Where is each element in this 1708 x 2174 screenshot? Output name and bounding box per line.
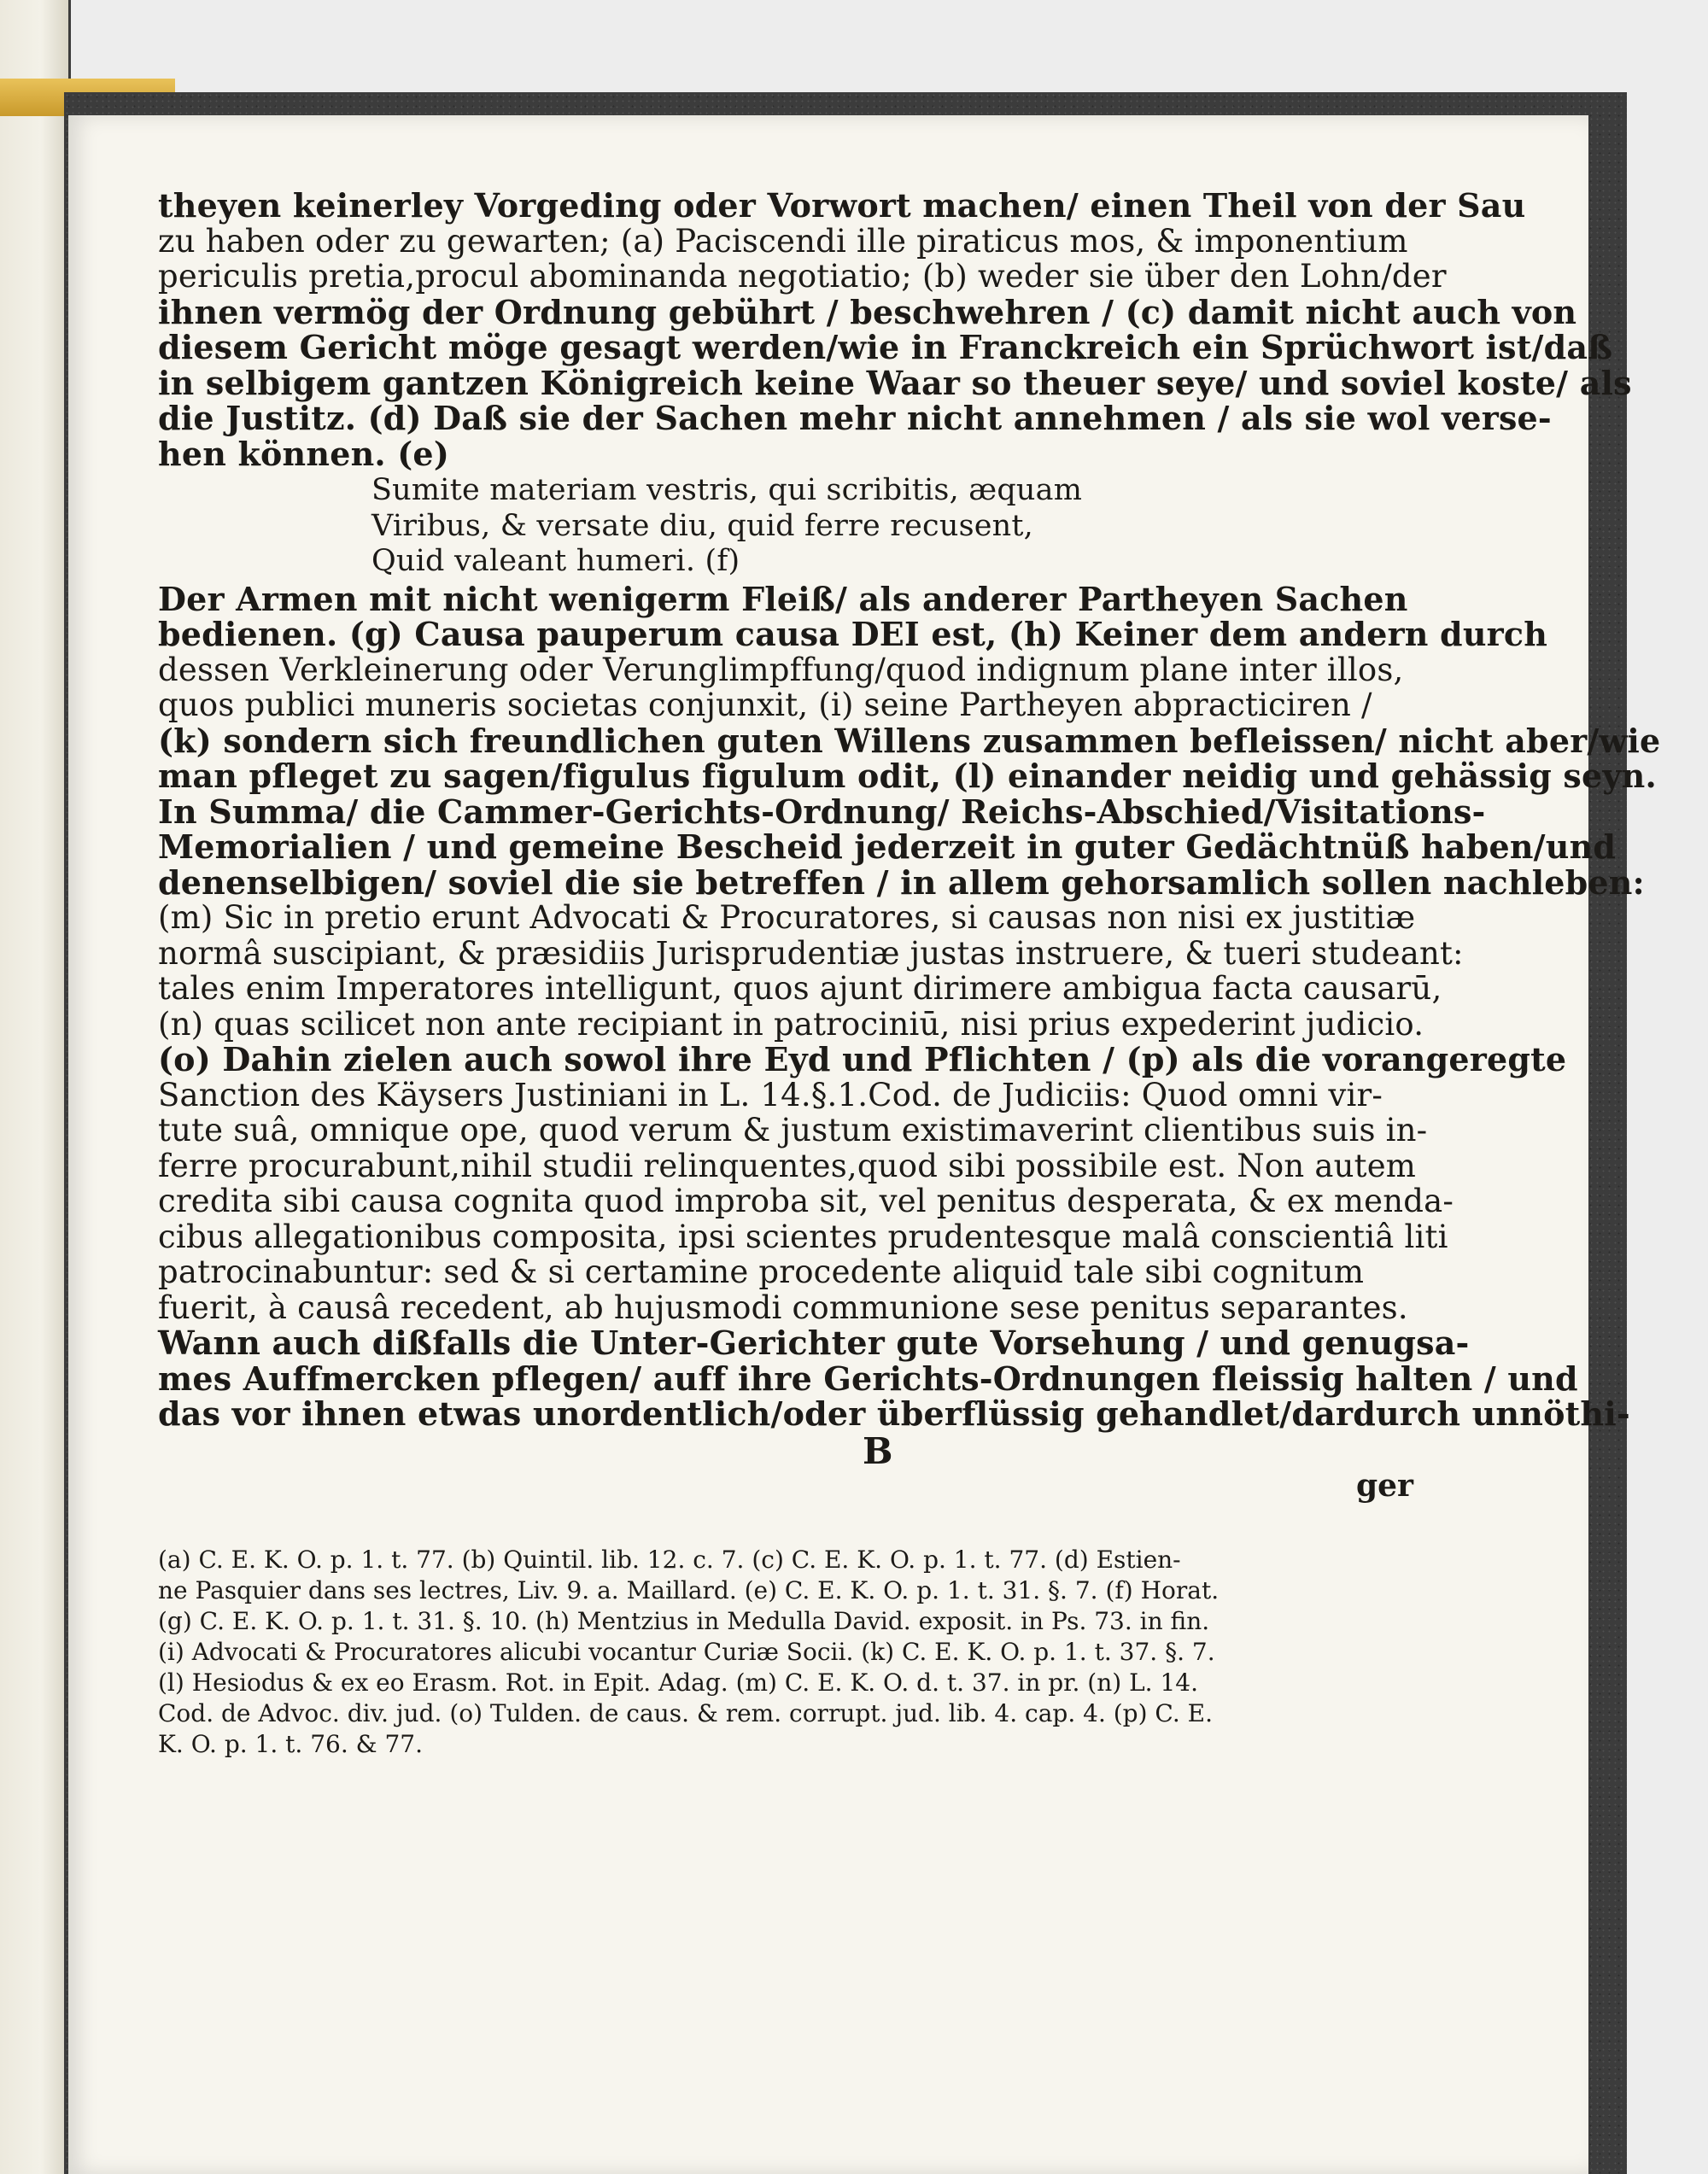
text-line: quos publici muneris societas conjunxit, (i) seine Partheyen abpracticiren / bbox=[158, 687, 1372, 723]
paragraph-1 bbox=[158, 186, 1632, 473]
text-line: periculis pretia,procul abominanda negotiatio; (b) weder sie über den Lohn/der bbox=[158, 258, 1447, 295]
footnote-line: (l) Hesiodus & ex eo Erasm. Rot. in Epit. Adag. (m) C. E. K. O. d. t. 37. in pr. (n) L. 14. bbox=[158, 1668, 1198, 1697]
quote-line: Viribus, & versate diu, quid ferre recusent, bbox=[371, 508, 1033, 543]
text-line: die Justitz. (d) Daß sie der Sachen mehr nicht annehmen / als sie wol verse- bbox=[158, 399, 1552, 437]
text-line: diesem Gericht möge gesagt werden/wie in Franckreich ein Sprüchwort ist/daß bbox=[158, 328, 1613, 366]
text-line: (o) Dahin zielen auch sowol ihre Eyd und Pflichten / (p) als die vorangeregte bbox=[158, 1040, 1567, 1078]
page-signature-row bbox=[158, 1430, 1413, 1504]
text-line: (k) sondern sich freundlichen guten Willens zusammen befleissen/ nicht aber/wie bbox=[158, 721, 1661, 760]
text-line: tales enim Imperatores intelligunt, quos ajunt dirimere ambigua facta causarū, bbox=[158, 970, 1442, 1007]
text-line: Wann auch dißfalls die Unter-Gerichter gute Vorsehung / und genugsa- bbox=[158, 1324, 1470, 1362]
previous-page-edge bbox=[0, 0, 71, 2174]
text-line: dessen Verkleinerung oder Verunglimpffung/quod indignum plane inter illos, bbox=[158, 651, 1404, 688]
footnote-line: Cod. de Advoc. div. jud. (o) Tulden. de caus. & rem. corrupt. jud. lib. 4. cap. 4. (p) C. E. bbox=[158, 1698, 1213, 1727]
text-line: ihnen vermög der Ordnung gebührt / beschwehren / (c) damit nicht auch von bbox=[158, 292, 1577, 331]
text-line: denenselbigen/ soviel die sie betreffen / in allem gehorsamlich sollen nachleben: bbox=[158, 862, 1645, 902]
quote-line: Quid valeant humeri. (f) bbox=[371, 544, 740, 578]
text-line: bedienen. (g) Causa pauperum causa DEI est, (h) Keiner dem andern durch bbox=[158, 615, 1548, 653]
text-line: zu haben oder zu gewarten; (a) Paciscendi ille piraticus mos, & imponentium bbox=[158, 222, 1408, 260]
text-line: das vor ihnen etwas unordentlich/oder überflüssig gehandlet/dardurch unnöthi- bbox=[158, 1394, 1630, 1433]
text-line: Memorialien / und gemeine Bescheid jederzeit in guter Gedächtnüß haben/und bbox=[158, 827, 1617, 866]
text-line: patrocinabuntur: sed & si certamine procedente aliquid tale sibi cognitum bbox=[158, 1254, 1365, 1290]
horace-quotation bbox=[158, 473, 1413, 580]
text-line: tute suâ, omnique ope, quod verum & justum existimaverint clientibus suis in- bbox=[158, 1112, 1428, 1148]
footnote-line: ne Pasquier dans ses lectres, Liv. 9. a. Maillard. (e) C. E. K. O. p. 1. t. 31. §. 7. (f) Horat. bbox=[158, 1575, 1220, 1604]
book-page bbox=[68, 115, 1661, 2174]
text-line: theyen keinerley Vorgeding oder Vorwort machen/ einen Theil von der Sau bbox=[158, 186, 1526, 225]
text-line: fuerit, à causâ recedent, ab hujusmodi communione sese penitus separantes. bbox=[158, 1289, 1408, 1326]
text-line: hen können. (e) bbox=[158, 434, 449, 473]
text-line: (n) quas scilicet non ante recipiant in patrociniū, nisi prius expederint judicio. bbox=[158, 1005, 1424, 1043]
text-line: Sanction des Käysers Justiniani in L. 14.§.1.Cod. de Judiciis: Quod omni vir- bbox=[158, 1076, 1383, 1113]
text-line: in selbigem gantzen Königreich keine Waar so theuer seye/ und soviel koste/ als bbox=[158, 363, 1632, 402]
quote-line: Sumite materiam vestris, qui scribitis, æquam bbox=[371, 473, 1083, 507]
text-line: (m) Sic in pretio erunt Advocati & Procuratores, si causas non nisi ex justitiæ bbox=[158, 899, 1416, 936]
text-line: Der Armen mit nicht wenigerm Fleiß/ als anderer Partheyen Sachen bbox=[158, 579, 1408, 618]
footnote-line: (i) Advocati & Procuratores alicubi vocantur Curiæ Socii. (k) C. E. K. O. p. 1. t. 37. §. 7. bbox=[158, 1637, 1215, 1666]
page-text bbox=[158, 186, 1661, 1760]
text-line: mes Auffmercken pflegen/ auff ihre Gerichts-Ordnungen fleissig halten / und bbox=[158, 1359, 1578, 1398]
footnote-line: (a) C. E. K. O. p. 1. t. 77. (b) Quintil. lib. 12. c. 7. (c) C. E. K. O. p. 1. t. 77. (d) Estien- bbox=[158, 1545, 1181, 1574]
text-line: In Summa/ die Cammer-Gerichts-Ordnung/ Reichs-Abschied/Visitations- bbox=[158, 792, 1486, 831]
text-line: normâ suscipiant, & præsidiis Jurisprudentiæ justas instruere, & tueri studeant: bbox=[158, 934, 1464, 972]
signature-mark: B bbox=[863, 1429, 893, 1472]
text-line: cibus allegationibus composita, ipsi scientes prudentesque malâ conscientiâ liti bbox=[158, 1218, 1448, 1255]
text-line: credita sibi causa cognita quod improba sit, vel penitus desperata, & ex menda- bbox=[158, 1183, 1454, 1219]
text-line: man pfleget zu sagen/figulus figulum odit, (l) einander neidig und gehässig seyn. bbox=[158, 757, 1657, 795]
footnote-line: (g) C. E. K. O. p. 1. t. 31. §. 10. (h) Mentzius in Medulla David. exposit. in Ps. 73. in fin. bbox=[158, 1606, 1210, 1635]
catchword: ger bbox=[1355, 1467, 1413, 1504]
footnotes bbox=[158, 1545, 1413, 1760]
footnote-line: K. O. p. 1. t. 76. & 77. bbox=[158, 1729, 424, 1758]
paragraph-2 bbox=[158, 579, 1661, 1433]
text-line: ferre procurabunt,nihil studii relinquentes,quod sibi possibile est. Non autem bbox=[158, 1147, 1417, 1184]
